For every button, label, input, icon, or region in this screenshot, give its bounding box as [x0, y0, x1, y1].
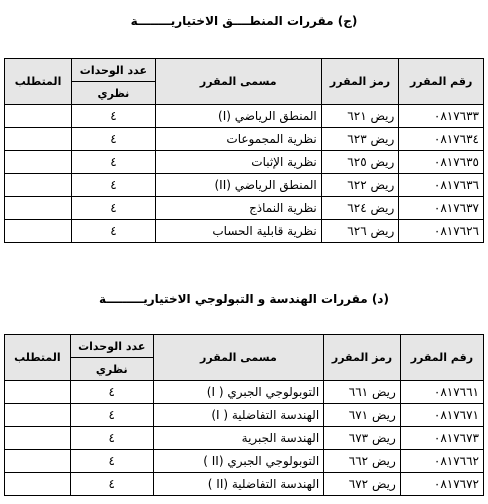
course-prerequisite-cell	[5, 105, 72, 128]
course-units-cell: ٤	[72, 128, 156, 151]
course-units-cell: ٤	[70, 473, 153, 496]
header-theory: نظري	[72, 82, 156, 105]
course-number-cell: ٠٨١٧٦٦١	[400, 381, 483, 404]
course-prerequisite-cell	[5, 473, 71, 496]
course-name-cell: التوبولوجي الجبري (II )	[153, 450, 323, 473]
course-code-cell: ريض ٦٦١	[324, 381, 401, 404]
course-code-cell: ريض ٦٢١	[321, 105, 399, 128]
course-prerequisite-cell	[5, 197, 72, 220]
course-prerequisite-cell	[5, 427, 71, 450]
table-row	[5, 450, 484, 473]
course-prerequisite-cell	[5, 381, 71, 404]
course-prerequisite-cell	[5, 151, 72, 174]
course-name-cell: المنطق الرياضي (II)	[155, 174, 321, 197]
course-code-cell: ريض ٦٧١	[324, 404, 401, 427]
course-name-cell: نظرية النماذج	[155, 197, 321, 220]
section-c-table	[4, 58, 484, 243]
course-number-cell: ٠٨١٧٦٢٦	[399, 220, 484, 243]
table-row	[5, 381, 484, 404]
course-number-cell: ٠٨١٧٦٧١	[400, 404, 483, 427]
course-code-cell: ريض ٦٧٢	[324, 473, 401, 496]
header-course-number: رقم المقرر	[399, 59, 484, 105]
course-name-cell: نظرية قابلية الحساب	[155, 220, 321, 243]
course-code-cell: ريض ٦٦٢	[324, 450, 401, 473]
table-row	[5, 427, 484, 450]
section-d-table	[4, 334, 484, 496]
header-course-code: رمز المقرر	[321, 59, 399, 105]
course-units-cell: ٤	[70, 450, 153, 473]
course-name-cell: الهندسة التفاضلية ( I)	[153, 404, 323, 427]
header-course-name: مسمى المقرر	[155, 59, 321, 105]
course-units-cell: ٤	[70, 404, 153, 427]
course-units-cell: ٤	[72, 197, 156, 220]
course-number-cell: ٠٨١٧٦٧٢	[400, 473, 483, 496]
course-name-cell: نظرية الإثبات	[155, 151, 321, 174]
course-number-cell: ٠٨١٧٦٧٣	[400, 427, 483, 450]
course-code-cell: ريض ٦٧٣	[324, 427, 401, 450]
course-number-cell: ٠٨١٧٦٣٧	[399, 197, 484, 220]
course-units-cell: ٤	[72, 220, 156, 243]
course-prerequisite-cell	[5, 174, 72, 197]
course-number-cell: ٠٨١٧٦٣٥	[399, 151, 484, 174]
header-course-name: مسمى المقرر	[153, 335, 323, 381]
header-prerequisite: المتطلب	[5, 335, 71, 381]
table-row	[5, 473, 484, 496]
table-row	[5, 220, 484, 243]
course-prerequisite-cell	[5, 450, 71, 473]
table-row	[5, 151, 484, 174]
table-row	[5, 174, 484, 197]
section-c-title: (ج) مقررات المنطــــق الاختياريــــــــة	[130, 14, 358, 28]
section-d-title: (د) مقررات الهندسة و التبولوجي الاختياريـــــــــة	[99, 292, 389, 306]
header-course-number: رقم المقرر	[400, 335, 483, 381]
header-theory: نظري	[70, 358, 153, 381]
header-prerequisite: المتطلب	[5, 59, 72, 105]
course-units-cell: ٤	[72, 151, 156, 174]
course-code-cell: ريض ٦٢٢	[321, 174, 399, 197]
course-units-cell: ٤	[72, 174, 156, 197]
table-row	[5, 197, 484, 220]
course-prerequisite-cell	[5, 220, 72, 243]
course-name-cell: الهندسة الجبرية	[153, 427, 323, 450]
course-prerequisite-cell	[5, 404, 71, 427]
course-code-cell: ريض ٦٢٦	[321, 220, 399, 243]
table-row	[5, 404, 484, 427]
course-units-cell: ٤	[72, 105, 156, 128]
course-code-cell: ريض ٦٢٤	[321, 197, 399, 220]
header-units: عدد الوحدات	[72, 59, 156, 82]
course-prerequisite-cell	[5, 128, 72, 151]
course-number-cell: ٠٨١٧٦٣٦	[399, 174, 484, 197]
course-units-cell: ٤	[70, 427, 153, 450]
course-number-cell: ٠٨١٧٦٣٣	[399, 105, 484, 128]
table-row	[5, 128, 484, 151]
course-name-cell: المنطق الرياضي (I)	[155, 105, 321, 128]
header-course-code: رمز المقرر	[324, 335, 401, 381]
course-code-cell: ريض ٦٢٣	[321, 128, 399, 151]
course-code-cell: ريض ٦٢٥	[321, 151, 399, 174]
course-number-cell: ٠٨١٧٦٣٤	[399, 128, 484, 151]
course-units-cell: ٤	[70, 381, 153, 404]
course-name-cell: نظرية المجموعات	[155, 128, 321, 151]
table-row	[5, 105, 484, 128]
course-name-cell: الهندسة التفاضلية (II )	[153, 473, 323, 496]
course-number-cell: ٠٨١٧٦٦٢	[400, 450, 483, 473]
header-units: عدد الوحدات	[70, 335, 153, 358]
course-name-cell: التوبولوجي الجبري ( I)	[153, 381, 323, 404]
